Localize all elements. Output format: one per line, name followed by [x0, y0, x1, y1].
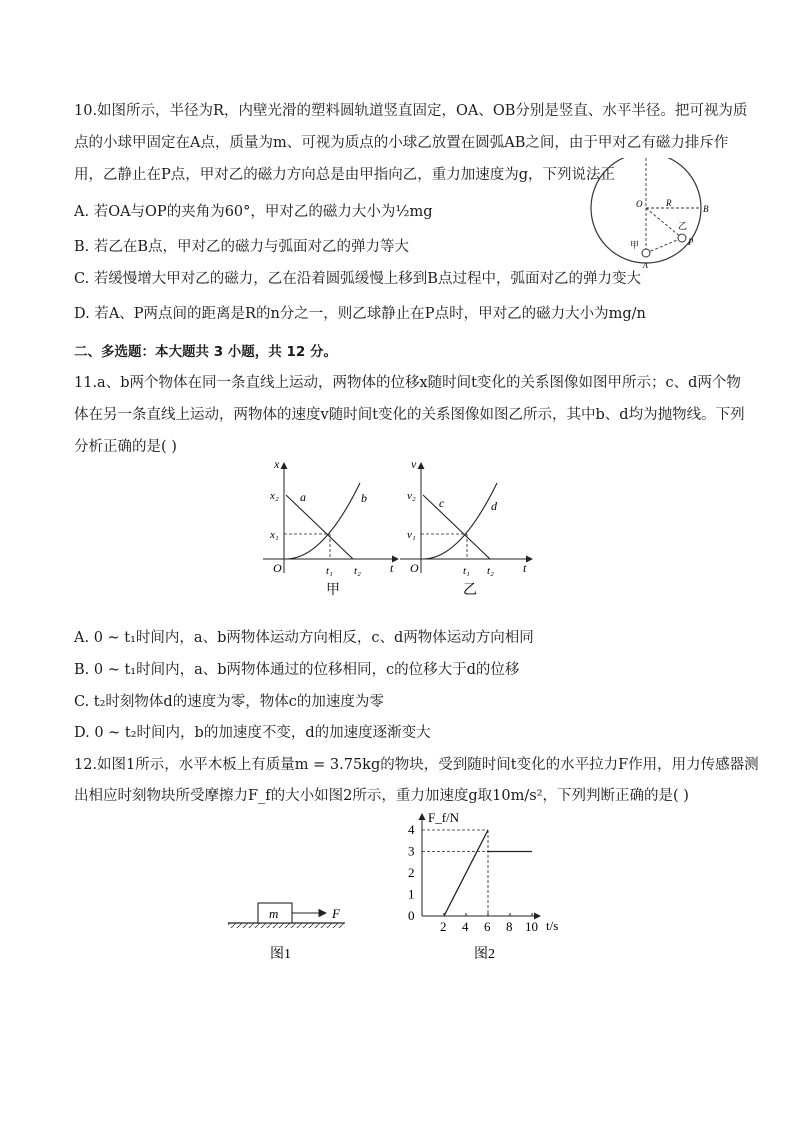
q11-line-2: 体在另一条直线上运动，两物体的速度v随时间t变化的关系图像如图乙所示，其中b、d均为抛物线。下列	[74, 407, 745, 423]
q11-option-b: B. 0 ~ t₁时间内，a、b两物体通过的位移相同，c的位移大于d的位移	[74, 662, 520, 678]
jia-curve-a-label: a	[300, 490, 306, 504]
yi-x-axis-label: t	[523, 561, 527, 575]
jia-caption: 甲	[326, 583, 340, 598]
q10-label-b: B	[703, 204, 709, 214]
fig2-y-tick-label: 1	[408, 886, 415, 902]
q11-option-a: A. 0 ~ t₁时间内，a、b两物体运动方向相反，c、d两物体运动方向相同	[74, 630, 534, 646]
yi-curve-d-label: d	[491, 499, 497, 513]
q10-label-jia: 甲	[630, 240, 640, 250]
q11-option-c: C. t₂时刻物体d的速度为零，物体c的加速度为零	[74, 694, 384, 710]
q10-option-c: C. 若缓慢增大甲对乙的磁力，乙在沿着圆弧缓慢上移到B点过程中，弧面对乙的弹力变大	[74, 271, 641, 287]
fig2-series-rise	[444, 830, 488, 916]
q10-line-2: 点的小球甲固定在A点，质量为m、可视为质点的小球乙放置在圆弧AB之间，由于甲对乙有磁力排斥作	[74, 135, 729, 151]
jia-curve-b-label: b	[361, 491, 367, 505]
q12-figure-1	[222, 895, 362, 960]
fig2-y-tick-label: 0	[408, 908, 415, 923]
fig2-caption: 图2	[474, 947, 495, 962]
fig2-x-tick-label: 4	[462, 919, 469, 934]
q10-label-o: O	[636, 199, 643, 209]
q10-option-d: D. 若A、P两点间的距离是R的n分之一，则乙球静止在P点时，甲对乙的磁力大小为mg/n	[74, 306, 646, 322]
q10-label-a: A	[643, 261, 648, 270]
fig2-x-tick-label: 2	[440, 919, 447, 934]
fig2-y-tick-label: 2	[408, 865, 415, 880]
q10-label-yi: 乙	[678, 221, 688, 231]
q10-line-3: 用，乙静止在P点，甲对乙的磁力方向总是由甲指向乙，重力加速度为g，下列说法正	[74, 167, 616, 183]
q12-line-2: 出相应时刻物块所受摩擦力F_f的大小如图2所示，重力加速度g取10m/s²，下列判断正确的是( )	[74, 788, 689, 804]
q11-option-d: D. 0 ~ t₂时间内，b的加速度不变，d的加速度逐渐变大	[74, 725, 431, 741]
yi-caption: 乙	[463, 583, 477, 598]
fig2-y-tick-label: 4	[408, 822, 415, 837]
q10-label-p: P	[688, 237, 694, 247]
yi-tick-t1: t₁	[463, 565, 470, 577]
section-heading-multiple-choice: 二、多选题：本大题共 3 小题，共 12 分。	[74, 344, 337, 360]
yi-tick-y1: v₁	[407, 529, 416, 541]
yi-origin: O	[410, 561, 419, 575]
fig2-x-axis-label: t/s	[546, 918, 559, 933]
q10-option-a: A. 若OA与OP的夹角为60°，甲对乙的磁力大小为½mg	[74, 204, 433, 220]
q10-circle-figure	[590, 158, 720, 273]
jia-tick-y2: x₂	[270, 490, 279, 502]
q12-line-1: 12.如图1所示，水平木板上有质量m = 3.75kg的物块，受到随时间t变化的水平拉力F作用，用力传感器测	[74, 757, 759, 773]
jia-origin: O	[273, 561, 282, 575]
block-mass-label: m	[269, 906, 279, 921]
q10-label-r: R	[666, 198, 672, 208]
q10-option-b: B. 若乙在B点，甲对乙的磁力与弧面对乙的弹力等大	[74, 239, 410, 255]
jia-tick-y1: x₁	[270, 529, 279, 541]
force-label: F	[332, 906, 340, 921]
q11-line-1: 11.a、b两个物体在同一条直线上运动，两物体的位移x随时间t变化的关系图像如图甲所示；c、d两个物	[74, 375, 741, 391]
fig2-x-tick-label: 8	[506, 919, 513, 934]
q11-line-3: 分析正确的是( )	[74, 439, 177, 455]
yi-tick-y2: v₂	[407, 490, 416, 502]
jia-y-axis-label: x	[274, 457, 280, 471]
q11-graph-jia	[258, 455, 408, 600]
q11-graph-yi	[395, 455, 545, 600]
q12-figure-2-chart	[398, 808, 578, 963]
fig2-y-tick-label: 3	[408, 843, 415, 859]
yi-curve-c-label: c	[439, 496, 445, 510]
fig2-x-tick-label: 6	[484, 919, 491, 934]
q10-line-1: 10.如图所示，半径为R，内壁光滑的塑料圆轨道竖直固定，OA、OB分别是竖直、水平半径。把可视为质	[74, 103, 748, 119]
fig2-x-tick-label: 10	[525, 919, 538, 934]
fig1-caption: 图1	[270, 947, 291, 960]
jia-x-axis-label: t	[390, 561, 394, 575]
yi-tick-t2: t₂	[487, 565, 494, 577]
jia-tick-t2: t₂	[354, 565, 361, 577]
jia-tick-t1: t₁	[326, 565, 333, 577]
yi-y-axis-label: v	[411, 457, 417, 471]
fig2-y-axis-label: F_f/N	[428, 810, 460, 825]
